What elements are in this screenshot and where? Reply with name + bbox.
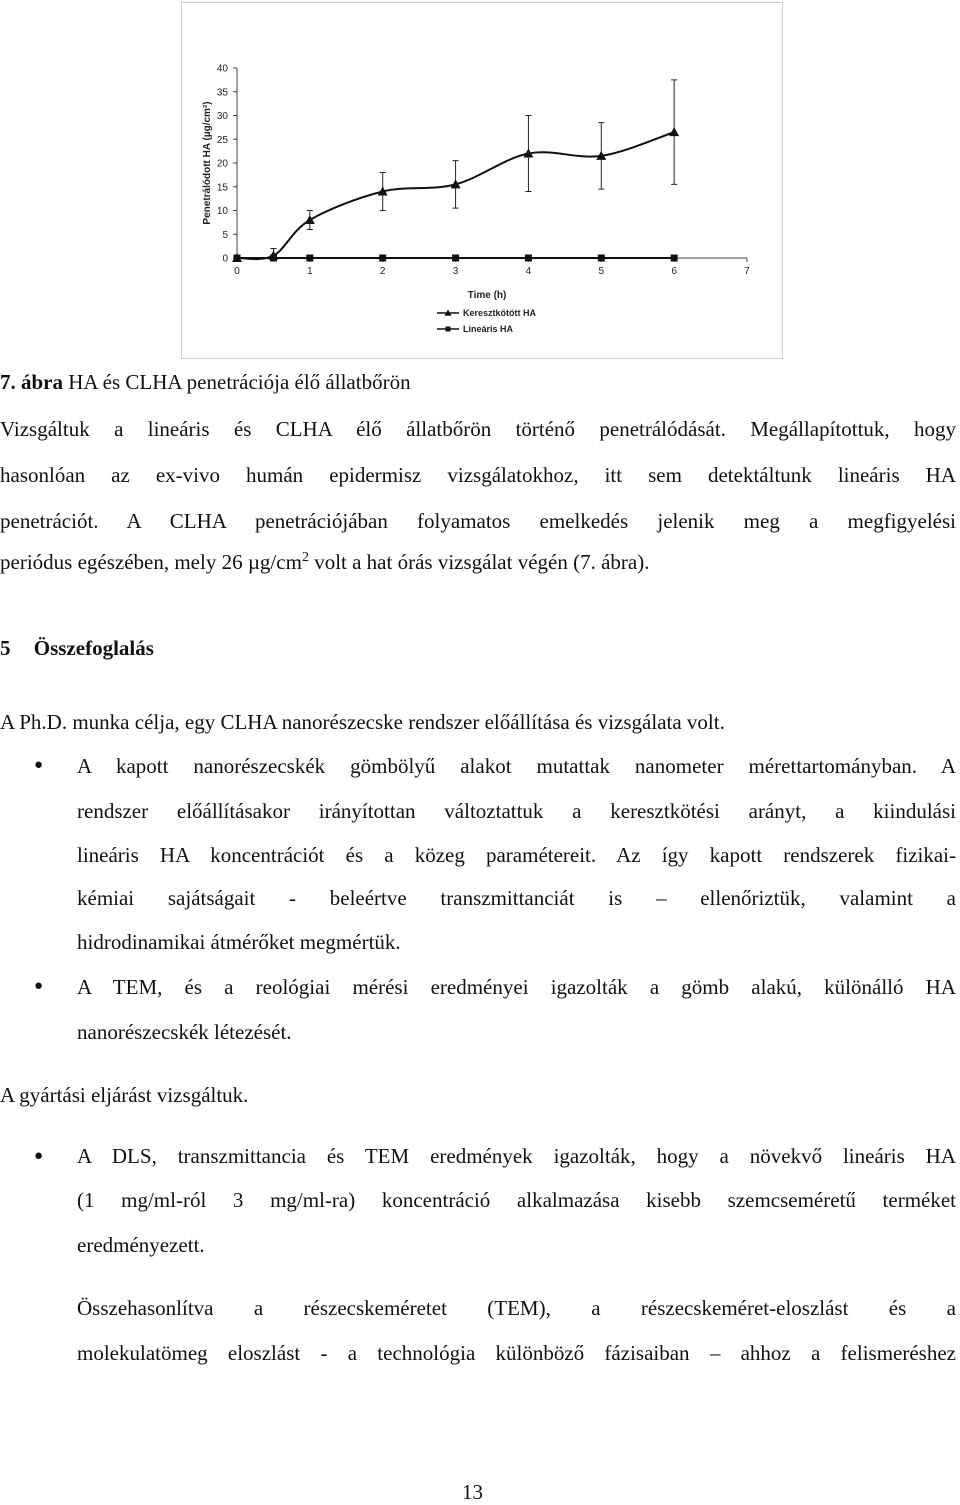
bullet1-line: rendszer előállításakor irányítottan változtattuk a keresztkötési arányt, a kiindulási <box>77 799 956 823</box>
y-tick-label: 20 <box>216 158 228 170</box>
data-point-square <box>452 255 459 262</box>
x-tick-label: 7 <box>744 266 750 277</box>
paragraph1-line: penetrációt. A CLHA penetrációjában folyamatos emelkedés jelenik meg a megfigyelési <box>0 509 956 533</box>
bullet-dot: ● <box>34 978 44 994</box>
section-number: 5 <box>0 636 11 660</box>
bullet2-line: A TEM, és a reológiai mérési eredményei igazolták a gömb alakú, különálló HA <box>77 975 956 999</box>
data-point-square <box>379 255 386 262</box>
y-tick-label: 30 <box>216 111 228 122</box>
figure-chart <box>181 2 783 359</box>
bullet3-line: eredményezett. <box>77 1233 205 1257</box>
section-title: Összefoglalás <box>33 636 154 660</box>
x-tick-label: 2 <box>379 266 386 277</box>
x-tick-label: 6 <box>671 266 677 277</box>
section-heading <box>0 636 154 661</box>
bullet1-line: hidrodinamikai átmérőket megmértük. <box>77 930 401 954</box>
bullet3-line: A DLS, transzmittancia és TEM eredmények igazolták, hogy a növekvő lineáris HA <box>77 1144 956 1168</box>
data-point-square <box>306 255 313 262</box>
page-number: 13 <box>462 1480 483 1504</box>
x-axis-label: Time (h) <box>467 290 507 301</box>
legend-label: Lineáris HA <box>463 324 514 334</box>
data-point-square <box>234 255 241 262</box>
legend-marker-square <box>446 327 451 332</box>
figure-caption <box>0 370 411 395</box>
data-point-square <box>270 255 277 262</box>
y-tick-label: 10 <box>216 206 228 217</box>
legend-label: Keresztkötött HA <box>463 308 537 318</box>
superscript-two: 2 <box>301 550 309 565</box>
data-point-triangle <box>669 127 679 136</box>
y-tick-label: 35 <box>216 87 228 99</box>
paragraph1-line: Vizsgáltuk a lineáris és CLHA élő állatbőrön történő penetrálódását. Megállapítottuk, hogy <box>0 417 956 441</box>
y-tick-label: 25 <box>216 134 228 146</box>
bullet1-line: A kapott nanorészecskék gömbölyű alakot mutattak nanometer mérettartományban. A <box>77 754 956 778</box>
data-point-square <box>671 255 678 262</box>
chart-svg <box>182 3 782 358</box>
y-tick-label: 5 <box>222 229 228 241</box>
data-point-triangle <box>305 215 315 224</box>
data-point-square <box>598 255 605 262</box>
x-tick-label: 0 <box>234 266 240 277</box>
paragraph1-line: hasonlóan az ex-vivo humán epidermisz vizsgálatokhoz, itt sem detektáltunk lineáris HA <box>0 463 956 487</box>
bullet1-line: kémiai sajátságait - beleértve transzmittanciát is – ellenőriztük, valamint a <box>77 886 956 910</box>
x-tick-label: 3 <box>452 266 459 277</box>
caption-number: 7. ábra <box>0 370 63 394</box>
bullet3-line: (1 mg/ml-ról 3 mg/ml-ra) koncentráció alkalmazása kisebb szemcseméretű terméket <box>77 1188 956 1212</box>
bullet-dot: ● <box>34 1148 44 1164</box>
paragraph1-text: periódus egészében, mely 26 µg/cm <box>0 550 302 574</box>
y-axis-label: Penetrálódott HA (µg/cm²) <box>202 101 213 225</box>
x-tick-label: 5 <box>598 266 605 277</box>
subheading: A gyártási eljárást vizsgáltuk. <box>0 1083 249 1107</box>
caption-text: HA és CLHA penetrációja élő állatbőrön <box>68 370 411 394</box>
x-tick-label: 4 <box>525 266 532 277</box>
bullet2-line: nanorészecskék létezését. <box>77 1020 292 1044</box>
paragraph1-last-line <box>0 550 649 575</box>
x-tick-label: 1 <box>307 266 313 277</box>
y-tick-label: 15 <box>216 182 228 194</box>
paragraph2-line: molekulatömeg eloszlást - a technológia különböző fázisaiban – ahhoz a felismeréshez <box>77 1341 956 1365</box>
bullet-dot: ● <box>34 757 44 773</box>
bullet1-line: lineáris HA koncentrációt és a közeg paramétereit. Az így kapott rendszerek fizikai- <box>77 843 956 867</box>
y-tick-label: 0 <box>222 253 228 265</box>
data-point-square <box>525 255 532 262</box>
intro-text: A Ph.D. munka célja, egy CLHA nanorészecske rendszer előállítása és vizsgálata volt. <box>0 710 725 734</box>
y-tick-label: 40 <box>216 63 228 75</box>
paragraph2-line: Összehasonlítva a részecskeméretet (TEM), a részecskeméret-eloszlást és a <box>77 1296 956 1320</box>
paragraph1-text: volt a hat órás vizsgálat végén (7. ábra). <box>308 550 650 574</box>
